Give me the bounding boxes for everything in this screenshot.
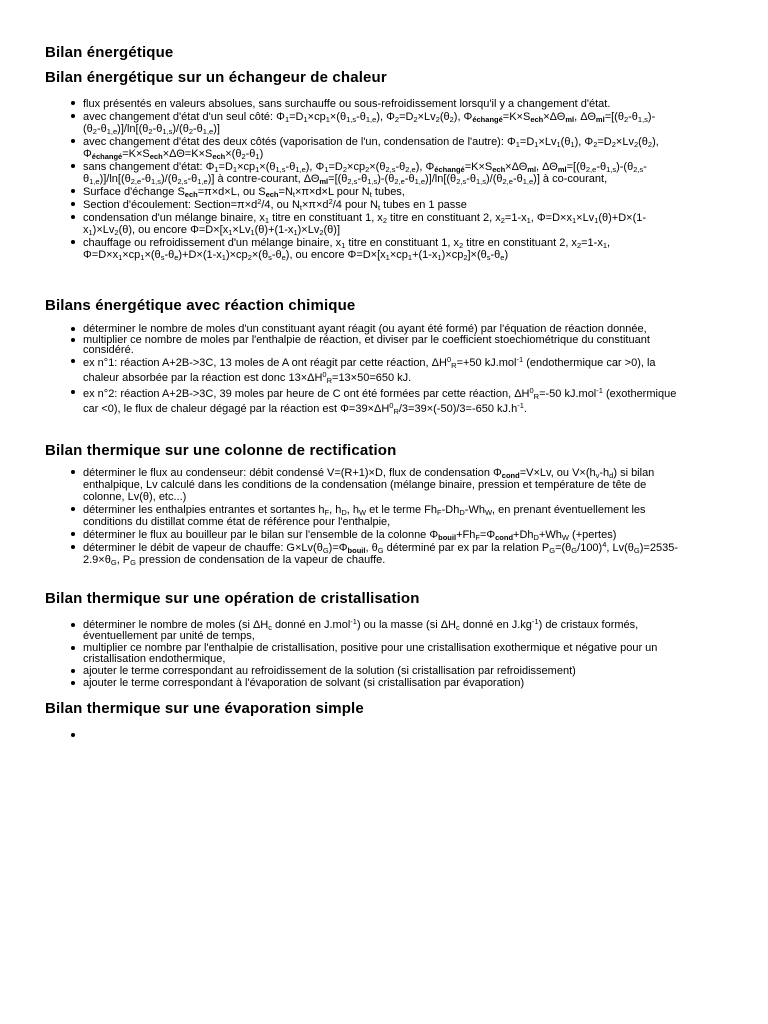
section-title: Bilan thermique sur une colonne de rectification bbox=[45, 442, 397, 459]
item-text-line: ex n°2: réaction A+2B->3C, 39 moles par heure de C ont été formées par cette réaction, $\Delta H^0_R=-50$ kJ.mol$^{-1}$ (exothermique bbox=[83, 386, 677, 401]
item-text-line: multiplier ce nombre de moles par l'enthalpie de réaction, et diviser par le coefficient stoechiométrique du constituant bbox=[83, 334, 650, 346]
list-item bbox=[45, 186, 730, 198]
item-text-line: $\Phi=D\times x_1\times cp_1\times(\theta_s-\theta_e)+D\times(1-x_1)\times cp_2\times(\theta_s-\theta_e)$, ou encore $\Phi=D\times[x_1\times cp_1+(1-x_1)\times cp_2]\times(\theta_s-\theta_e)$ bbox=[83, 249, 509, 262]
item-text-line: déterminer le nombre de moles d'un constituant ayant réagit (ou ayant été formé) par l'équation de réaction donnée, bbox=[83, 323, 647, 335]
section-cristallisation bbox=[45, 590, 730, 689]
list-item bbox=[45, 529, 730, 541]
section-evaporation bbox=[45, 700, 730, 730]
item-text-line: flux présentés en valeurs absolues, sans surchauffe ou sous-refroidissement lorsqu'il y a changement d'état. bbox=[83, 98, 611, 110]
item-text-line: $(\theta_2-\theta_{1,e})]/\ln[(\theta_2-\theta_{1,s})/(\theta_2-\theta_{1,e})]$ bbox=[83, 123, 220, 136]
item-text-line: déterminer le flux au condenseur: débit condensé V=(R+1)×D, flux de condensation $\Phi_{cond}=V\times Lv$, ou $V\times(h_v-h_d)$ si bilan bbox=[83, 467, 655, 480]
item-list bbox=[45, 617, 730, 689]
list-item bbox=[45, 212, 730, 236]
list-item bbox=[45, 643, 730, 665]
list-item bbox=[45, 237, 730, 261]
section-title: Bilan énergétique sur un échangeur de chaleur bbox=[45, 69, 387, 86]
item-text-line: condensation d'un mélange binaire, $x_1$ titre en constituant 1, $x_2$ titre en constituant 2, $x_2=1-x_1$, $\Phi=D\times x_1\times Lv_1(\theta)+D\times(1-$ bbox=[83, 212, 647, 225]
list-item bbox=[45, 161, 730, 185]
list-item bbox=[45, 542, 730, 566]
item-text-line: multiplier ce nombre par l'enthalpie de cristallisation, positive pour une cristallisation exothermique et négative pour un bbox=[83, 642, 658, 654]
item-text-line: $\theta_{1,e})]/\ln[(\theta_{2,e}-\theta_{1,s})/(\theta_{2,s}-\theta_{1,e})]$ à contre-courant, $\Delta\Theta_{ml}=[(\theta_{2,s}-\theta_{1,s})-(\theta_{2,e}-\theta_{1,e})]/\ln[(\theta_{2,s}-\theta_{1,s})/(\theta_{2,e}-\theta_{1,e})]$ à co-courant, bbox=[83, 173, 608, 186]
list-item bbox=[45, 678, 730, 689]
item-list bbox=[45, 324, 730, 417]
section-reaction-chimique bbox=[45, 297, 730, 417]
item-text-line: considéré. bbox=[83, 344, 134, 356]
list-item bbox=[45, 467, 730, 503]
item-text-line: Section d'écoulement: $Section=\pi\times d^2/4$, ou $N_t\times\pi\times d^2/4$ pour $N_t$ tubes en 1 passe bbox=[83, 197, 467, 212]
list-item bbox=[45, 324, 730, 334]
item-text-line: déterminer les enthalpies entrantes et sortantes $h_F$, $h_D$, $h_W$ et le terme $Fh_F-Dh_D-Wh_W$, en prenant éventuellement les bbox=[83, 504, 646, 517]
item-text-line: avec changement d'état des deux côtés (vaporisation de l'un, condensation de l'autre): $\Phi_1=D_1\times Lv_1(\theta_1)$, $\Phi_2=D_2\times Lv_2(\theta_2)$, bbox=[83, 136, 659, 149]
list-item bbox=[45, 504, 730, 528]
item-text-line: $2.9\times\theta_G$, $P_G$ pression de condensation de la vapeur de chauffe. bbox=[83, 554, 386, 567]
item-text-line: sans changement d'état: $\Phi_1=D_1\times cp_1\times(\theta_{1,s}-\theta_{1,e})$, $\Phi_1=D_2\times cp_2\times(\theta_{2,s}-\theta_{2,e})$, $\Phi_{échangé}=K\times S_{ech}\times\Delta\Theta_{ml}$, $\Delta\Theta_{ml}=[(\theta_{2,e}-\theta_{1,s})-(\theta_{2,s}-$ bbox=[83, 161, 647, 174]
page-title: Bilan énergétique bbox=[45, 44, 174, 61]
item-text-line: car <0), le flux de chaleur dégagé par la réaction est $\Phi=39\times\Delta H^0_R/3=39\times(-50)/3=-650$ $kJ.h^{-1}$. bbox=[83, 401, 527, 416]
section-title: Bilans énergétique avec réaction chimique bbox=[45, 297, 356, 314]
item-text-line: ajouter le terme correspondant au refroidissement de la solution (si cristallisation par refroidissement) bbox=[83, 665, 576, 677]
item-text-line: chaleur absorbée par la réaction est donc $13\times\Delta H^0_R=13\times 50=650$ kJ. bbox=[83, 370, 412, 385]
item-text-line: Surface d'échange $S_{ech}=\pi\times d\times L$, ou $S_{ech}=N_t\times\pi\times d\times L$ pour $N_t$ tubes, bbox=[83, 186, 405, 199]
item-text-line: conditions du distillat comme état de référence pour l'enthalpie, bbox=[83, 516, 391, 528]
item-text-line: ex n°1: réaction A+2B->3C, 13 moles de A ont réagit par cette réaction, $\Delta H^0_R=+50$ kJ.mol$^{-1}$ (endothermique car >0), la bbox=[83, 355, 656, 370]
item-text-line: ajouter le terme correspondant à l'évaporation de solvant (si cristallisation par évaporation) bbox=[83, 677, 525, 689]
item-text-line: enthalpique, Lv calculé dans les conditions de la condensation (mélange binaire, pression et température de tête de bbox=[83, 479, 647, 491]
list-item bbox=[45, 335, 730, 355]
item-text-line: $x_1)\times Lv_2(\theta)$, ou encore $\Phi=D\times[x_1\times Lv_1(\theta)+(1-x_1)\times Lv_2(\theta)]$ bbox=[83, 224, 340, 237]
item-text-line: déterminer le débit de vapeur de chauffe: $G\times Lv(\theta_G)=\Phi_{bouil}$, $\theta_G$ déterminé par ex par la relation $P_G=(\theta_G/100)^4$, $Lv(\theta_G)=2535-$ bbox=[83, 540, 678, 555]
item-list bbox=[45, 98, 730, 261]
item-text-line: déterminer le flux au bouilleur par le bilan sur l'ensemble de la colonne $\Phi_{bouil}+Fh_F=\Phi_{cond}+Dh_D+Wh_W$ (+pertes) bbox=[83, 529, 617, 542]
section-title: Bilan thermique sur une évaporation simple bbox=[45, 700, 364, 717]
section-title: Bilan thermique sur une opération de cristallisation bbox=[45, 590, 420, 607]
list-item bbox=[45, 199, 730, 211]
list-item bbox=[45, 98, 730, 110]
section-rectification bbox=[45, 442, 730, 566]
item-text-line: chauffage ou refroidissement d'un mélange binaire, $x_1$ titre en constituant 1, $x_2$ titre en constituant 2, $x_2=1-x_1$, bbox=[83, 237, 611, 250]
list-item bbox=[45, 666, 730, 677]
item-text-line: déterminer le nombre de moles (si $\Delta H_c$ donné en J.mol$^{-1}$) ou la masse (si $\Delta H_c$ donné en $J.kg^{-1}$) de cristaux formés, bbox=[83, 617, 639, 632]
item-text-line: $\Phi_{échangé}=K\times S_{ech}\times\Delta\Theta=K\times S_{ech}\times(\theta_2-\theta_1)$ bbox=[83, 148, 264, 161]
item-text-line: avec changement d'état d'un seul côté: $\Phi_1=D_1\times cp_1\times(\theta_{1,s}-\theta_{1,e})$, $\Phi_2=D_2\times Lv_2(\theta_2)$, $\Phi_{échangé}=K\times S_{ech}\times\Delta\Theta_{ml}$, $\Delta\Theta_{ml}=[(\theta_2-\theta_{1,s})-$ bbox=[83, 111, 656, 124]
list-item bbox=[45, 387, 730, 417]
item-list bbox=[45, 467, 730, 566]
list-item bbox=[45, 356, 730, 386]
item-text-line: cristallisation endothermique, bbox=[83, 653, 226, 665]
list-item bbox=[45, 111, 730, 135]
list-item bbox=[45, 617, 730, 642]
item-text-line: colonne, Lv(θ), etc...) bbox=[83, 491, 187, 503]
item-text-line: éventuellement par unité de temps, bbox=[83, 630, 255, 642]
section-echangeur bbox=[45, 69, 730, 261]
list-item bbox=[45, 136, 730, 160]
